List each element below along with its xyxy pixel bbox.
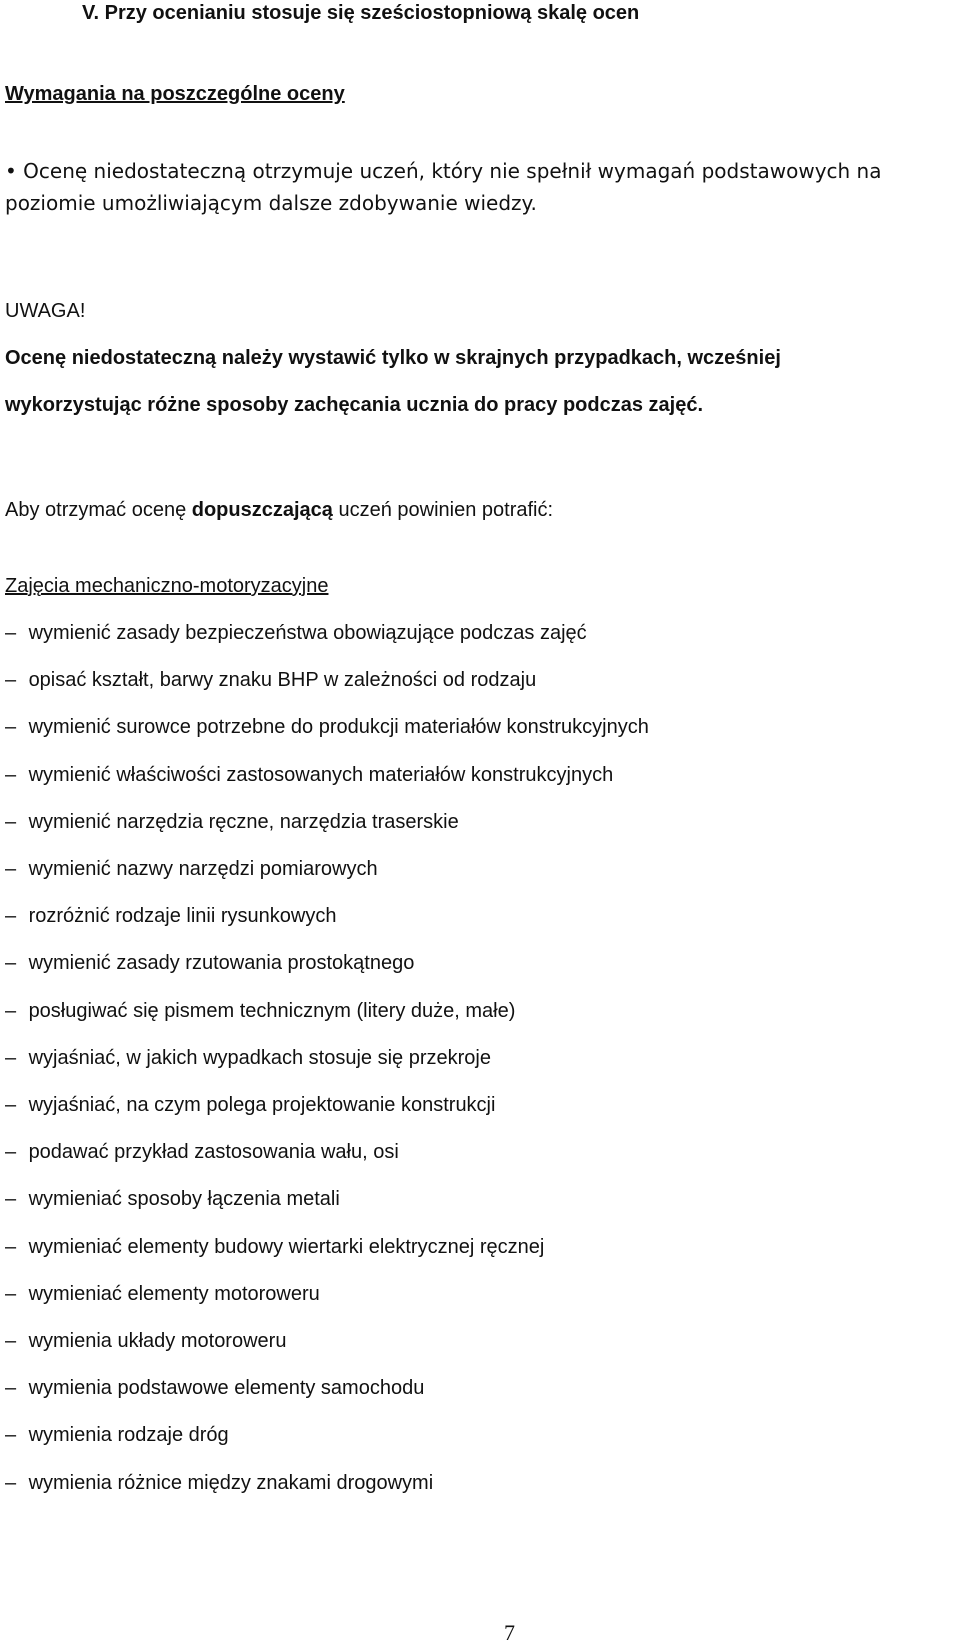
list-item: [5, 1281, 320, 1307]
dash-marker: –: [5, 858, 17, 880]
dash-marker: –: [5, 1377, 17, 1400]
dash-marker: –: [5, 1330, 17, 1352]
dash-marker: –: [5, 1424, 17, 1447]
list-item-text: wymienia podstawowe elementy samochodu: [28, 1377, 425, 1400]
list-item: [5, 1092, 495, 1118]
list-item: [5, 667, 536, 693]
dash-marker: –: [5, 1094, 17, 1116]
list-item: [5, 620, 587, 646]
list-item-text: wymienić surowce potrzebne do produkcji materiałów konstrukcyjnych: [28, 716, 649, 739]
list-item: [5, 903, 336, 929]
dash-marker: –: [5, 905, 17, 928]
list-item-text: rozróżnić rodzaje linii rysunkowych: [28, 905, 337, 928]
warning-label: UWAGA!: [5, 300, 86, 322]
list-item: [5, 1045, 491, 1071]
dash-marker: –: [5, 1046, 17, 1069]
intro-grade: dopuszczającą: [191, 499, 333, 521]
intro-after: uczeń powinien potrafić:: [332, 499, 554, 521]
dash-marker: –: [5, 999, 17, 1022]
dash-marker: –: [5, 1188, 17, 1211]
dash-marker: –: [5, 1141, 17, 1164]
list-item-text: wymieniać elementy budowy wiertarki elektrycznej ręcznej: [28, 1235, 545, 1258]
list-item-text: wymieniać sposoby łączenia metali: [28, 1188, 340, 1211]
list-item: [5, 1328, 286, 1354]
list-item-text: wyjaśniać, w jakich wypadkach stosuje się przekroje: [28, 1046, 491, 1069]
requirements-subheading: Wymagania na poszczególne oceny: [5, 83, 345, 105]
list-item-text: wymienić zasady bezpieczeństwa obowiązujące podczas zajęć: [28, 622, 587, 644]
dash-marker: –: [5, 952, 17, 975]
list-item-text: wymienia układy motoroweru: [28, 1330, 287, 1352]
list-item-text: wymienić właściwości zastosowanych materiałów konstrukcyjnych: [28, 763, 614, 786]
list-item: [5, 762, 613, 788]
dash-marker: –: [5, 669, 17, 692]
intro-before: Aby otrzymać ocenę: [5, 499, 192, 521]
list-item: [5, 1186, 340, 1212]
bullet-line-1: • Ocenę niedostateczną otrzymuje uczeń, który nie spełnił wymagań podstawowych na: [5, 159, 882, 183]
grade-intro: [5, 497, 553, 523]
list-item-text: wymienia różnice między znakami drogowymi: [28, 1471, 434, 1494]
list-item: [5, 1234, 544, 1260]
list-item: [5, 998, 515, 1024]
list-item-text: podawać przykład zastosowania wału, osi: [28, 1141, 399, 1164]
page-number: 7: [504, 1620, 515, 1645]
dash-marker: –: [5, 1471, 17, 1494]
list-item-text: wymienić zasady rzutowania prostokątnego: [28, 952, 415, 975]
dash-marker: –: [5, 716, 17, 739]
list-item-text: posługiwać się pismem technicznym (litery duże, małe): [28, 999, 516, 1022]
list-item-text: wyjaśniać, na czym polega projektowanie konstrukcji: [28, 1094, 496, 1116]
list-item: [5, 856, 378, 882]
warning-line-1: Ocenę niedostateczną należy wystawić tylko w skrajnych przypadkach, wcześniej: [5, 347, 781, 369]
dash-marker: –: [5, 1282, 17, 1305]
dash-marker: –: [5, 622, 17, 644]
list-item-text: opisać kształt, barwy znaku BHP w zależności od rodzaju: [28, 669, 537, 692]
dash-marker: –: [5, 763, 17, 786]
list-item: [5, 1375, 424, 1401]
list-item: [5, 1422, 229, 1448]
list-item: [5, 1139, 399, 1165]
list-item: [5, 714, 649, 740]
list-item-text: wymienia rodzaje dróg: [28, 1424, 229, 1447]
section-heading: V. Przy ocenianiu stosuje się sześciostopniową skalę ocen: [82, 2, 640, 24]
list-item: [5, 1470, 433, 1496]
list-item: [5, 809, 459, 835]
list-item-text: wymieniać elementy motoroweru: [28, 1282, 320, 1305]
bullet-line-2: poziomie umożliwiającym dalsze zdobywanie wiedzy.: [5, 191, 537, 215]
dash-marker: –: [5, 1235, 17, 1258]
section-title: Zajęcia mechaniczno-motoryzacyjne: [5, 575, 329, 597]
warning-line-2: wykorzystując różne sposoby zachęcania ucznia do pracy podczas zajęć.: [5, 394, 704, 416]
list-item-text: wymienić nazwy narzędzi pomiarowych: [28, 858, 378, 880]
list-item-text: wymienić narzędzia ręczne, narzędzia traserskie: [28, 810, 459, 833]
dash-marker: –: [5, 810, 17, 833]
list-item: [5, 950, 414, 976]
